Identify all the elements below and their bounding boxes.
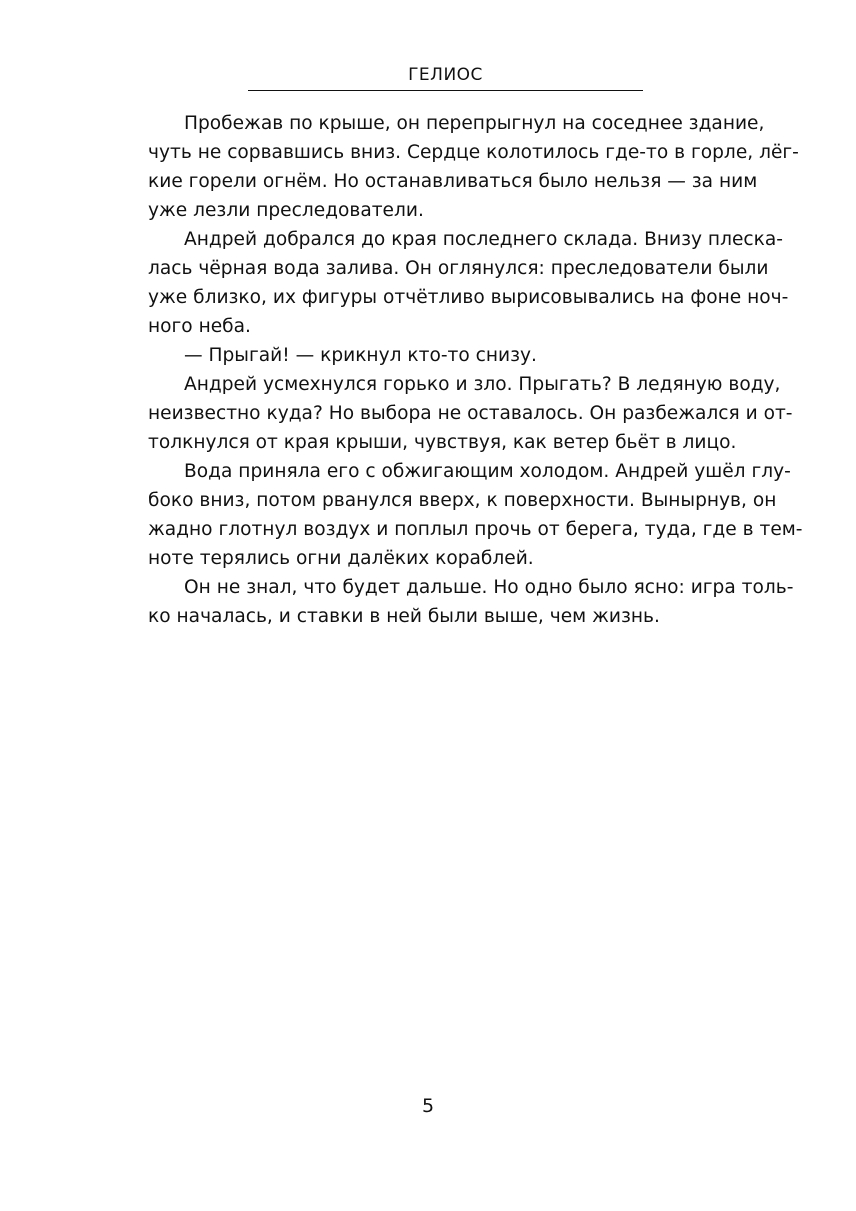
text-line: уже близко, их фигуры отчётливо вырисовывались на фоне ноч- [148,287,789,308]
text-line: Он не знал, что будет дальше. Но одно было ясно: игра толь- [184,577,794,598]
text-line: Вода приняла его с обжигающим холодом. Андрей ушёл глу- [184,461,791,482]
header-rule [248,90,643,91]
text-line: боко вниз, потом рванулся вверх, к поверхности. Вынырнув, он [148,490,777,511]
text-line: ко началась, и ставки в ней были выше, чем жизнь. [148,606,660,627]
text-line: — Прыгай! — крикнул кто-то снизу. [184,345,537,366]
text-line: Андрей усмехнулся горько и зло. Прыгать? В ледяную воду, [184,374,781,395]
running-head: ГЕЛИОС [408,65,483,85]
body-text [148,109,803,631]
text-line: ноте терялись огни далёких кораблей. [148,548,534,569]
text-line: Андрей добрался до края последнего склада. Внизу плеска- [184,229,783,250]
text-line: уже лезли преследователи. [148,200,424,221]
text-line: ного неба. [148,316,251,337]
page-number: 5 [421,1095,435,1117]
text-line: чуть не сорвавшись вниз. Сердце колотилось где-то в горле, лёг- [148,142,799,163]
text-line: лась чёрная вода залива. Он оглянулся: преследователи были [148,258,769,279]
text-line: толкнулся от края крыши, чувствуя, как ветер бьёт в лицо. [148,432,737,453]
text-line: жадно глотнул воздух и поплыл прочь от берега, туда, где в тем- [148,519,803,540]
text-line: Пробежав по крыше, он перепрыгнул на соседнее здание, [184,113,765,134]
text-line: неизвестно куда? Но выбора не оставалось. Он разбежался и от- [148,403,793,424]
text-line: кие горели огнём. Но останавливаться было нельзя — за ним [148,171,758,192]
